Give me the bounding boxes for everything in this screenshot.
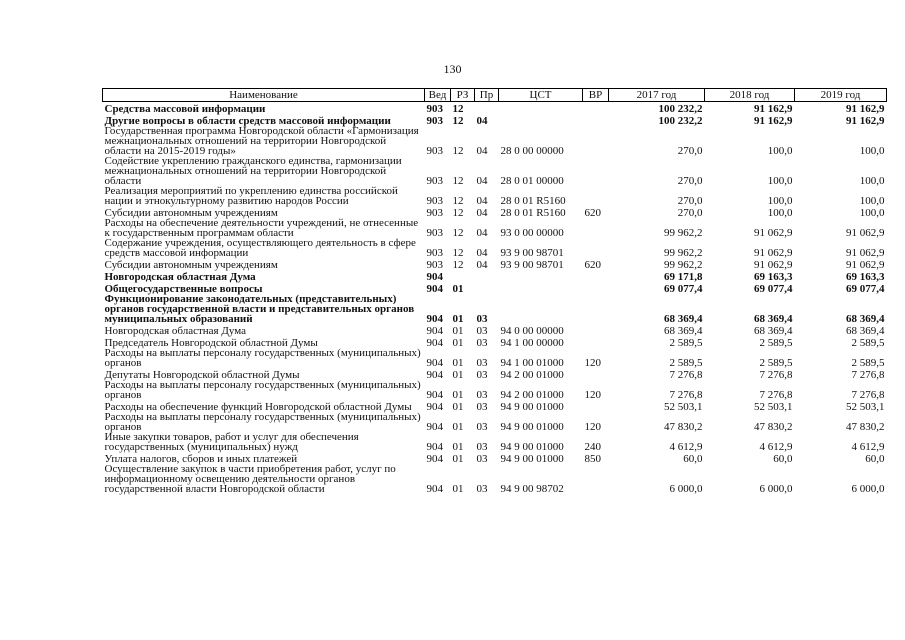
rz-cell: 01 (452, 401, 464, 413)
table-body (103, 102, 887, 495)
value-2019-cell: 91 162,9 (846, 115, 885, 127)
pr-cell: 03 (476, 337, 488, 349)
vr-cell (583, 126, 609, 156)
cst-cell: 94 1 00 01000 (500, 357, 564, 369)
ved-cell: 903 (426, 259, 443, 271)
value-2018-cell: 2 589,5 (759, 357, 793, 369)
pr-cell: 03 (476, 357, 488, 369)
value-2017-cell: 69 077,4 (664, 283, 703, 295)
value-2018-cell: 91 062,9 (754, 259, 793, 271)
ved-cell: 904 (426, 483, 443, 495)
name-cell: Содержание учреждения, осуществляющего деятельность в сфере средств массовой информации (104, 237, 416, 259)
vr-cell (583, 270, 609, 282)
rz-cell: 01 (452, 313, 464, 325)
name-cell: Уплата налогов, сборов и иных платежей (104, 453, 298, 465)
cst-cell (499, 270, 583, 282)
vr-cell (583, 102, 609, 115)
vr-cell (583, 464, 609, 494)
vr-cell (583, 294, 609, 324)
value-2018-cell: 91 062,9 (754, 227, 793, 239)
cst-cell: 94 9 00 01000 (500, 421, 564, 433)
value-2019-cell: 100,0 (859, 195, 885, 207)
table-row (103, 156, 887, 186)
value-2019-cell: 69 077,4 (846, 283, 885, 295)
table-row (103, 270, 887, 282)
value-2018-cell: 69 077,4 (754, 283, 793, 295)
column-header-2018: 2018 год (705, 89, 795, 102)
name-cell: Председатель Новгородской областной Думы (104, 337, 318, 349)
pr-cell (475, 282, 499, 294)
vr-cell (583, 368, 609, 380)
name-cell: Государственная программа Новгородской области «Гармонизация межнациональных отношений на территории Новгородской области на 2015-2019 годы» (104, 125, 419, 157)
table-row (103, 238, 887, 258)
ved-cell: 903 (426, 115, 443, 127)
value-2018-cell: 91 162,9 (705, 102, 795, 115)
pr-cell: 04 (476, 175, 488, 187)
value-2017-cell: 6 000,0 (669, 483, 703, 495)
value-2017-cell: 68 369,4 (664, 325, 703, 337)
value-2017-cell: 7 276,8 (669, 369, 703, 381)
vr-cell (583, 186, 609, 206)
table-row (103, 294, 887, 324)
rz-cell: 01 (452, 453, 464, 465)
vr-cell: 240 (584, 441, 601, 453)
value-2018-cell: 100,0 (767, 145, 793, 157)
value-2018-cell: 100,0 (767, 195, 793, 207)
vr-cell (583, 114, 609, 126)
pr-cell: 03 (476, 325, 488, 337)
value-2019-cell: 69 163,3 (846, 271, 885, 283)
table-header-row (103, 89, 887, 102)
value-2018-cell: 100,0 (767, 207, 793, 219)
page-number: 130 (443, 62, 462, 76)
table-row (103, 348, 887, 368)
ved-cell: 904 (426, 357, 443, 369)
table-row (103, 464, 887, 494)
name-cell: Депутаты Новгородской областной Думы (104, 369, 300, 381)
rz-cell: 01 (452, 369, 464, 381)
budget-table (102, 88, 887, 494)
value-2018-cell: 91 162,9 (754, 115, 793, 127)
pr-cell: 03 (476, 389, 488, 401)
vr-cell: 620 (584, 207, 601, 219)
value-2018-cell: 68 369,4 (754, 313, 793, 325)
pr-cell: 04 (476, 259, 488, 271)
ved-cell: 904 (426, 369, 443, 381)
rz-cell: 01 (452, 283, 464, 295)
cst-cell: 28 0 01 R5160 (500, 207, 566, 219)
rz-cell: 12 (452, 227, 464, 239)
column-header-rz: РЗ (451, 89, 475, 102)
name-cell: Расходы на выплаты персоналу государственных (муниципальных) органов (104, 347, 421, 369)
value-2019-cell: 4 612,9 (851, 441, 885, 453)
ved-cell: 904 (426, 421, 443, 433)
ved-cell: 903 (426, 207, 443, 219)
vr-cell: 620 (584, 259, 601, 271)
ved-cell: 903 (426, 247, 443, 259)
name-cell: Иные закупки товаров, работ и услуг для обеспечения государственных (муниципальных) нужд (104, 431, 359, 453)
table-row (103, 412, 887, 432)
value-2017-cell: 100 232,2 (658, 115, 703, 127)
value-2017-cell: 60,0 (683, 453, 703, 465)
value-2017-cell: 52 503,1 (664, 401, 703, 413)
value-2019-cell: 91 062,9 (846, 227, 885, 239)
value-2017-cell: 270,0 (677, 207, 703, 219)
column-header-name: Наименование (103, 89, 425, 102)
name-cell: Расходы на выплаты персоналу государственных (муниципальных) органов (104, 411, 421, 433)
name-cell: Общегосударственные вопросы (104, 283, 263, 295)
ved-cell: 904 (426, 389, 443, 401)
cst-cell: 94 9 00 01000 (500, 401, 564, 413)
value-2019-cell: 91 062,9 (846, 247, 885, 259)
column-header-cst: ЦСТ (499, 89, 583, 102)
name-cell: Субсидии автономным учреждениям (104, 259, 278, 271)
rz-cell (451, 270, 475, 282)
value-2019-cell: 68 369,4 (846, 313, 885, 325)
table-row (103, 432, 887, 452)
pr-cell: 03 (476, 421, 488, 433)
pr-cell: 04 (476, 227, 488, 239)
pr-cell: 03 (476, 401, 488, 413)
value-2017-cell: 47 830,2 (664, 421, 703, 433)
cst-cell: 28 0 00 00000 (500, 145, 564, 157)
pr-cell (475, 270, 499, 282)
table-row (103, 102, 887, 115)
value-2017-cell: 270,0 (677, 145, 703, 157)
vr-cell: 120 (584, 421, 601, 433)
pr-cell: 03 (476, 441, 488, 453)
name-cell: Реализация мероприятий по укреплению единства российской нации и этнокультурному развитию народов России (104, 185, 398, 207)
name-cell: Новгородская областная Дума (104, 271, 256, 283)
value-2017-cell: 2 589,5 (669, 357, 703, 369)
column-header-2017: 2017 год (609, 89, 705, 102)
value-2017-cell: 69 171,8 (664, 271, 703, 283)
ved-cell: 904 (426, 313, 443, 325)
ved-cell: 904 (426, 337, 443, 349)
pr-cell (475, 102, 499, 115)
value-2019-cell: 2 589,5 (851, 337, 885, 349)
rz-cell: 01 (452, 357, 464, 369)
value-2019-cell: 91 162,9 (795, 102, 887, 115)
ved-cell: 904 (426, 271, 443, 283)
pr-cell: 04 (476, 115, 488, 127)
name-cell: Новгородская областная Дума (104, 325, 246, 337)
table-row (103, 258, 887, 270)
value-2019-cell: 52 503,1 (846, 401, 885, 413)
cst-cell: 28 0 01 00000 (500, 175, 564, 187)
table-row (103, 126, 887, 156)
name-cell: Осуществление закупок в части приобретения работ, услуг по информационному освещению деятельности органов государственной власти Новгородской области (104, 463, 396, 495)
value-2017-cell: 270,0 (677, 195, 703, 207)
value-2019-cell: 68 369,4 (846, 325, 885, 337)
table-row (103, 380, 887, 400)
value-2019-cell: 7 276,8 (851, 389, 885, 401)
vr-cell (583, 156, 609, 186)
value-2019-cell: 7 276,8 (851, 369, 885, 381)
ved-cell: 903 (426, 227, 443, 239)
ved-cell: 903 (426, 145, 443, 157)
value-2018-cell: 100,0 (767, 175, 793, 187)
pr-cell: 04 (476, 195, 488, 207)
value-2017-cell: 99 962,2 (664, 227, 703, 239)
ved-cell: 903 (425, 102, 451, 115)
vr-cell (583, 238, 609, 258)
rz-cell: 12 (451, 102, 475, 115)
cst-cell: 94 1 00 00000 (500, 337, 564, 349)
value-2018-cell: 60,0 (773, 453, 793, 465)
ved-cell: 904 (426, 453, 443, 465)
value-2018-cell: 47 830,2 (754, 421, 793, 433)
value-2019-cell: 47 830,2 (846, 421, 885, 433)
name-cell: Средства массовой информации (103, 102, 425, 115)
value-2018-cell: 69 163,3 (754, 271, 793, 283)
vr-cell: 120 (584, 389, 601, 401)
ved-cell: 904 (426, 441, 443, 453)
rz-cell: 12 (452, 247, 464, 259)
cst-cell: 94 0 00 00000 (500, 325, 564, 337)
pr-cell: 03 (476, 313, 488, 325)
rz-cell: 12 (452, 175, 464, 187)
value-2018-cell: 4 612,9 (759, 441, 793, 453)
pr-cell: 03 (476, 369, 488, 381)
table-row (103, 218, 887, 238)
vr-cell (583, 336, 609, 348)
value-2017-cell: 7 276,8 (669, 389, 703, 401)
cst-cell: 28 0 01 R5160 (500, 195, 566, 207)
vr-cell (583, 324, 609, 336)
table-row (103, 324, 887, 336)
value-2018-cell: 7 276,8 (759, 389, 793, 401)
value-2019-cell: 2 589,5 (851, 357, 885, 369)
rz-cell: 12 (452, 207, 464, 219)
pr-cell: 04 (476, 247, 488, 259)
value-2019-cell: 60,0 (865, 453, 885, 465)
pr-cell: 04 (476, 207, 488, 219)
name-cell: Содействие укреплению гражданского единства, гармонизации межнациональных отношений на территории Новгородской области (104, 155, 402, 187)
value-2017-cell: 99 962,2 (664, 259, 703, 271)
cst-cell: 93 9 00 98701 (500, 247, 564, 259)
vr-cell: 120 (584, 357, 601, 369)
value-2019-cell: 100,0 (859, 145, 885, 157)
pr-cell: 03 (476, 453, 488, 465)
value-2018-cell: 6 000,0 (759, 483, 793, 495)
rz-cell: 12 (452, 195, 464, 207)
vr-cell (583, 400, 609, 412)
cst-cell (499, 294, 583, 324)
rz-cell: 01 (452, 337, 464, 349)
value-2017-cell: 270,0 (677, 175, 703, 187)
name-cell: Расходы на выплаты персоналу государственных (муниципальных) органов (104, 379, 421, 401)
column-header-ved: Вед (425, 89, 451, 102)
value-2019-cell: 100,0 (859, 207, 885, 219)
value-2019-cell: 100,0 (859, 175, 885, 187)
cst-cell: 93 9 00 98701 (500, 259, 564, 271)
vr-cell: 850 (584, 453, 601, 465)
rz-cell: 01 (452, 325, 464, 337)
value-2017-cell: 99 962,2 (664, 247, 703, 259)
cst-cell: 94 9 00 01000 (500, 441, 564, 453)
value-2018-cell: 91 062,9 (754, 247, 793, 259)
pr-cell: 03 (476, 483, 488, 495)
ved-cell: 904 (426, 401, 443, 413)
rz-cell: 01 (452, 421, 464, 433)
ved-cell: 904 (426, 283, 443, 295)
pr-cell: 04 (476, 145, 488, 157)
table-row (103, 186, 887, 206)
value-2018-cell: 52 503,1 (754, 401, 793, 413)
ved-cell: 904 (426, 325, 443, 337)
cst-cell (499, 282, 583, 294)
vr-cell (583, 218, 609, 238)
cst-cell (499, 114, 583, 126)
value-2019-cell: 6 000,0 (851, 483, 885, 495)
cst-cell: 94 9 00 01000 (500, 453, 564, 465)
value-2019-cell: 91 062,9 (846, 259, 885, 271)
cst-cell: 94 2 00 01000 (500, 389, 564, 401)
name-cell: Другие вопросы в области средств массовой информации (104, 115, 391, 127)
name-cell: Расходы на обеспечение функций Новгородской областной Думы (104, 401, 412, 413)
column-header-pr: Пр (475, 89, 499, 102)
value-2018-cell: 7 276,8 (759, 369, 793, 381)
column-header-2019: 2019 год (795, 89, 887, 102)
rz-cell: 12 (452, 115, 464, 127)
value-2017-cell: 100 232,2 (609, 102, 705, 115)
ved-cell: 903 (426, 195, 443, 207)
cst-cell (499, 102, 583, 115)
cst-cell: 93 0 00 00000 (500, 227, 564, 239)
cst-cell: 94 2 00 01000 (500, 369, 564, 381)
value-2018-cell: 2 589,5 (759, 337, 793, 349)
name-cell: Функционирование законодательных (представительных) органов государственной власти и представительных органов муниципальных образований (104, 293, 415, 325)
rz-cell: 01 (452, 389, 464, 401)
rz-cell: 01 (452, 483, 464, 495)
rz-cell: 12 (452, 259, 464, 271)
cst-cell: 94 9 00 98702 (500, 483, 564, 495)
column-header-vr: ВР (583, 89, 609, 102)
vr-cell (583, 282, 609, 294)
value-2017-cell: 2 589,5 (669, 337, 703, 349)
rz-cell: 01 (452, 441, 464, 453)
rz-cell: 12 (452, 145, 464, 157)
ved-cell: 903 (426, 175, 443, 187)
value-2018-cell: 68 369,4 (754, 325, 793, 337)
value-2017-cell: 4 612,9 (669, 441, 703, 453)
name-cell: Субсидии автономным учреждениям (104, 207, 278, 219)
name-cell: Расходы на обеспечение деятельности учреждений, не отнесенные к государственным программам области (104, 217, 419, 239)
value-2017-cell: 68 369,4 (664, 313, 703, 325)
